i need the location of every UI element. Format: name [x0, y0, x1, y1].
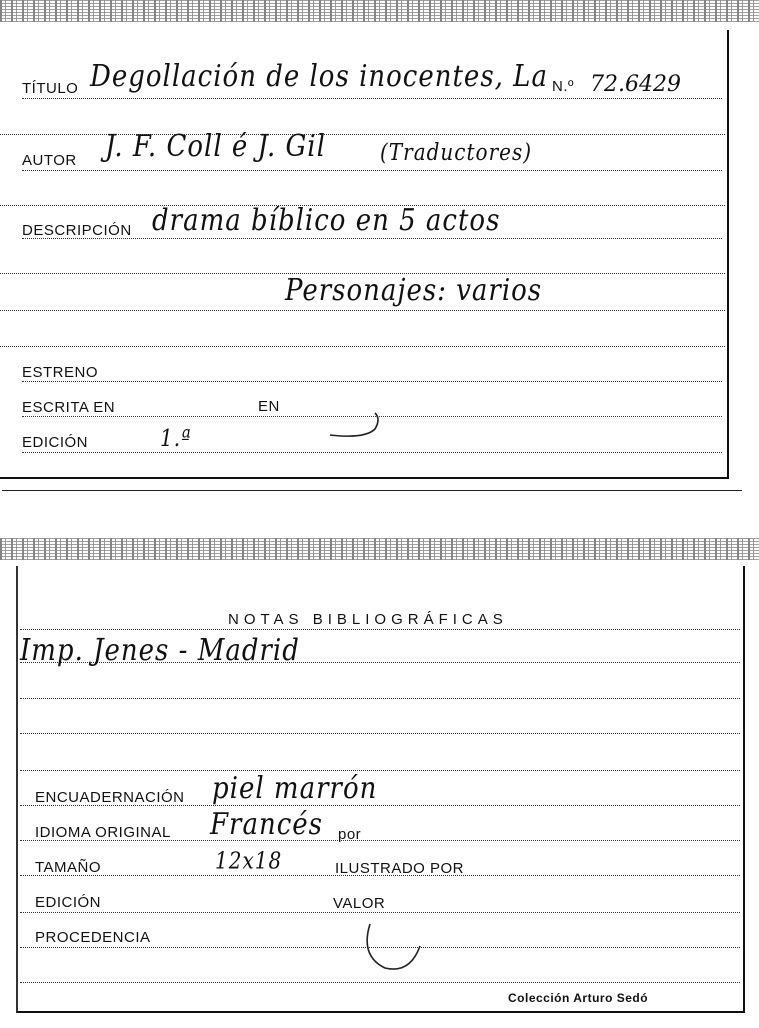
ruled-line: [20, 770, 740, 771]
ruled-line: [20, 698, 740, 699]
notas-heading: NOTAS BIBLIOGRÁFICAS: [228, 611, 508, 628]
ruled-line: [22, 452, 722, 453]
ilustrado-label: ILUSTRADO POR: [335, 860, 465, 877]
procedencia-label: PROCEDENCIA: [35, 929, 151, 946]
pencil-stroke-mark: [360, 916, 430, 976]
collection-footer: Colección Arturo Sedó: [508, 991, 649, 1005]
ruled-line: [0, 310, 725, 311]
ruled-line: [20, 629, 740, 630]
valor-label: VALOR: [333, 895, 386, 912]
notas-value: Imp. Jenes - Madrid: [20, 633, 300, 668]
ruled-line: [20, 912, 740, 913]
edicion-label: EDICIÓN: [35, 894, 102, 911]
numero-label: N.º: [552, 78, 574, 95]
catalog-card-front: [0, 0, 759, 495]
en-label: EN: [258, 398, 280, 415]
encuadernacion-value: piel marrón: [212, 771, 378, 806]
torn-top-edge: [0, 0, 759, 22]
ruled-line: [22, 381, 722, 382]
edicion-label: EDICIÓN: [22, 434, 89, 451]
por-label: por: [338, 826, 362, 843]
ruled-line: [22, 170, 722, 171]
ruled-line: [20, 733, 740, 734]
autor-label: AUTOR: [22, 152, 77, 169]
ruled-line: [20, 982, 740, 983]
ruled-line: [22, 98, 722, 99]
idioma-value: Francés: [210, 807, 324, 842]
estreno-label: ESTRENO: [22, 364, 99, 381]
pencil-stroke-mark: [325, 405, 385, 441]
descripcion-value-2: Personajes: varios: [285, 273, 543, 308]
idioma-label: IDIOMA ORIGINAL: [35, 824, 171, 841]
autor-note: (Traductores): [380, 138, 533, 166]
descripcion-label: DESCRIPCIÓN: [22, 222, 132, 239]
numero-value: 72.6429: [590, 72, 681, 97]
card-bottom-edge: [2, 490, 742, 491]
descripcion-value: drama bíblico en 5 actos: [152, 203, 501, 238]
autor-value: J. F. Coll é J. Gil: [105, 129, 326, 164]
tamano-label: TAMAÑO: [35, 859, 102, 876]
escrita-en-label: ESCRITA EN: [22, 399, 116, 416]
edicion-value: 1.ª: [160, 424, 192, 452]
encuadernacion-label: ENCUADERNACIÓN: [35, 789, 185, 806]
titulo-label: TÍTULO: [22, 80, 79, 97]
ruled-line: [0, 346, 725, 347]
catalog-card-back: [0, 538, 759, 1018]
torn-top-edge: [0, 538, 759, 560]
titulo-value: Degollación de los inocentes, La: [90, 59, 548, 94]
tamano-value: 12x18: [215, 846, 283, 874]
